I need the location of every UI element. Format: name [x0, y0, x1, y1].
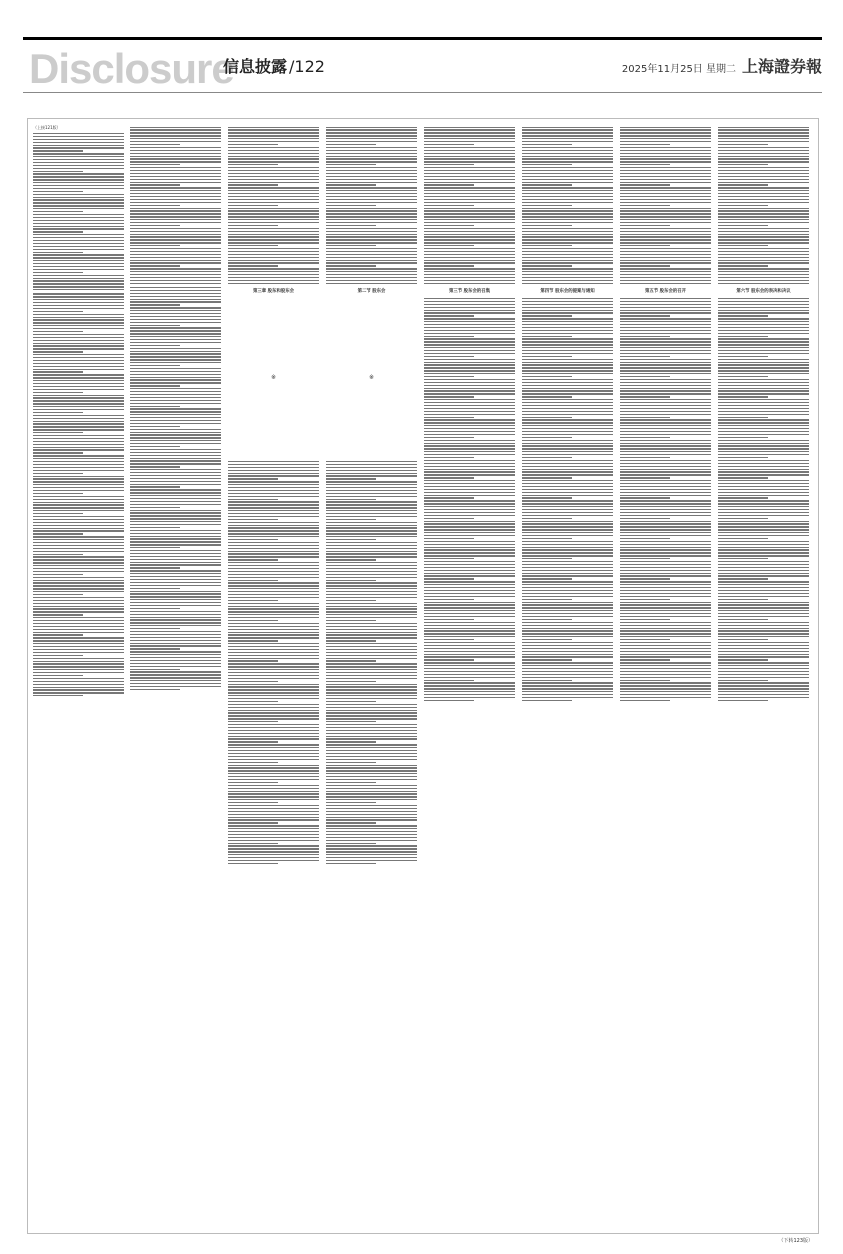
text-column — [522, 125, 613, 1227]
section-star: ※ — [270, 373, 277, 381]
body-text — [522, 127, 613, 284]
text-column — [718, 125, 809, 1227]
body-text — [326, 461, 417, 864]
masthead-rule — [23, 92, 822, 93]
section-star: ※ — [368, 373, 375, 381]
body-text — [522, 298, 613, 701]
chapter-heading: 第五节 股东会的召开 — [644, 288, 687, 294]
issue-date: 2025年11月25日 星期二 — [621, 64, 736, 75]
section-name: 信息披露 — [223, 57, 288, 76]
body-text — [718, 298, 809, 701]
brand-wordmark: Disclosure — [29, 45, 234, 92]
body-text — [424, 127, 515, 284]
chapter-heading: 第三节 股东会的召集 — [448, 288, 491, 294]
section-title — [223, 54, 325, 77]
body-text — [620, 127, 711, 284]
masthead — [23, 40, 822, 90]
body-text — [33, 133, 124, 290]
continuation-note: （下转123版） — [778, 1238, 813, 1244]
body-text — [326, 127, 417, 284]
text-column — [228, 125, 319, 1227]
body-text — [130, 287, 221, 690]
page-number: /122 — [289, 57, 325, 76]
text-column — [130, 125, 221, 1227]
chapter-heading: 第三章 股东和股东会 — [252, 288, 295, 294]
text-column — [326, 125, 417, 1227]
continuation-tag: （上接121版） — [33, 125, 61, 130]
body-text — [718, 127, 809, 284]
body-text — [130, 127, 221, 284]
text-column — [33, 125, 124, 1227]
chapter-heading: 第二节 股东会 — [357, 288, 386, 294]
body-text — [228, 461, 319, 864]
newspaper-name: 上海證券報 — [741, 57, 822, 76]
issue-meta — [622, 54, 822, 77]
text-column — [620, 125, 711, 1227]
body-text — [33, 293, 124, 696]
chapter-heading: 第六节 股东会的表决和决议 — [736, 288, 791, 294]
body-text — [228, 127, 319, 284]
text-column — [424, 125, 515, 1227]
chapter-heading: 第四节 股东会的提案与通知 — [540, 288, 595, 294]
body-text — [620, 298, 711, 701]
body-text — [424, 298, 515, 701]
